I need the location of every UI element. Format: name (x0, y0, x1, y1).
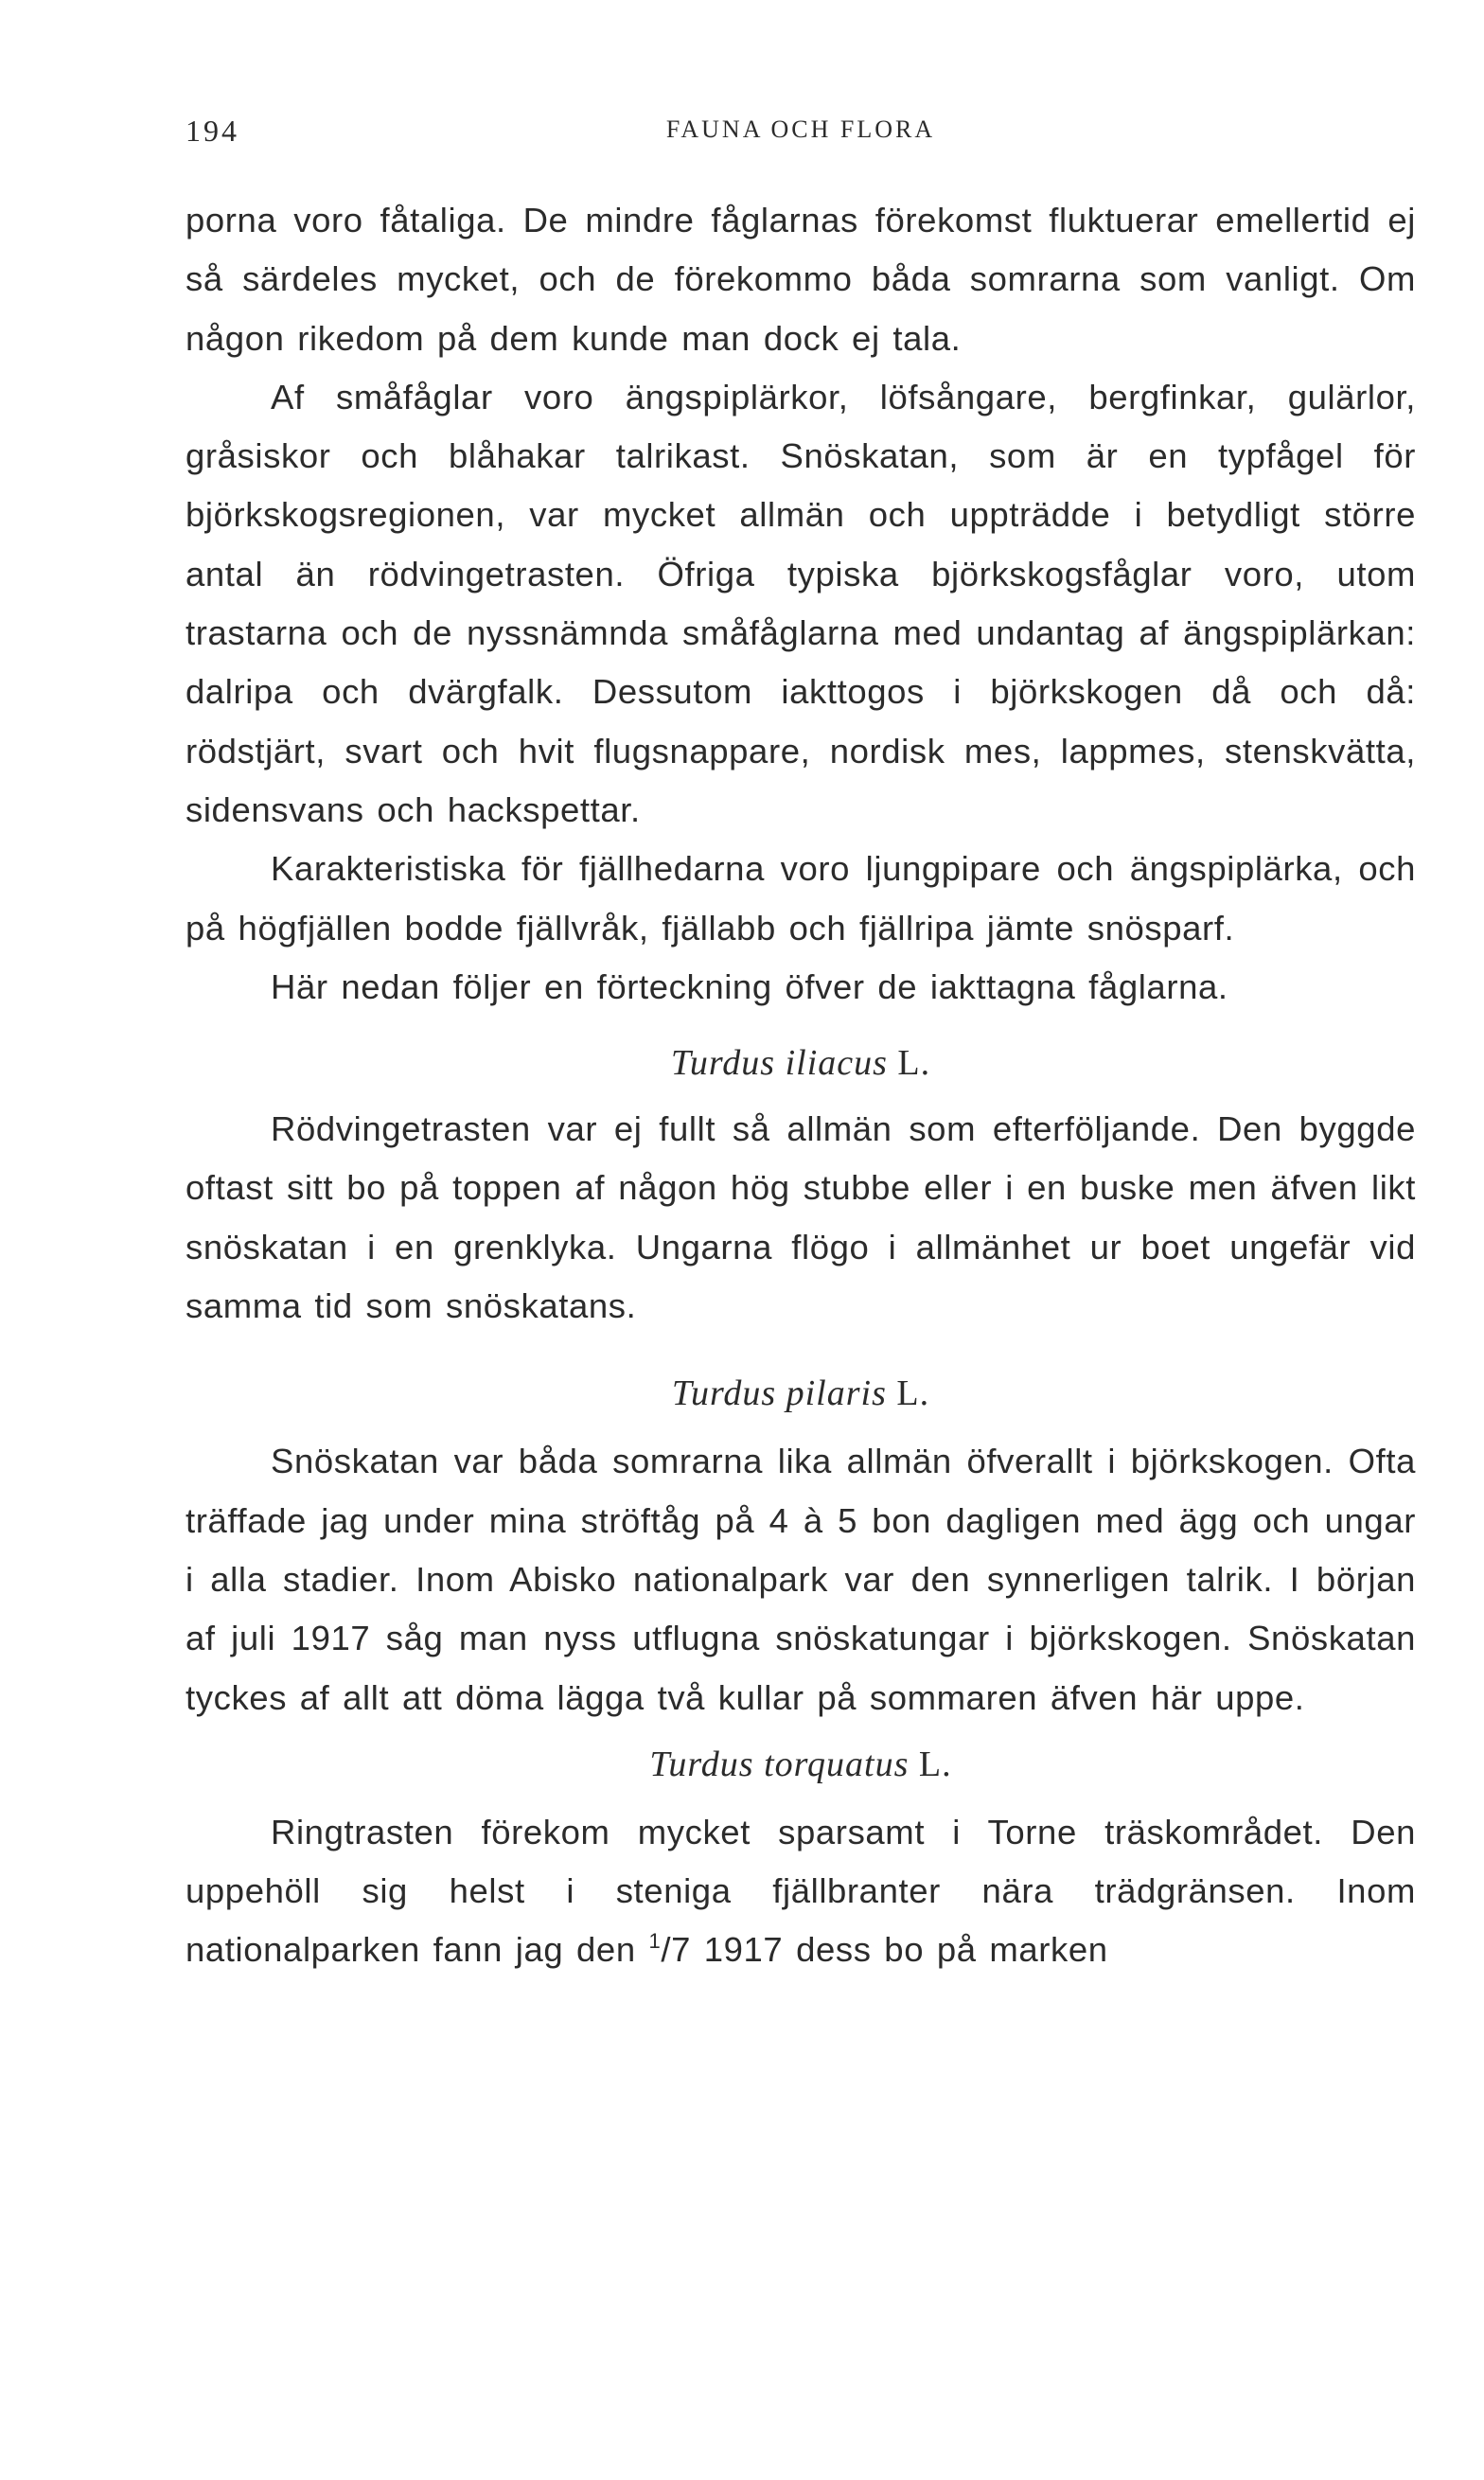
species-author: L. (918, 1744, 952, 1784)
page-number: 194 (186, 114, 239, 148)
paragraph-6: Snöskatan var båda somrarna lika allmän öfverallt i björkskogen. Ofta träffade jag under mina ströftåg på 4 à 5 bon dagligen med ägg och ungar i alla stadier. Inom Abisko nationalpark var den synnerligen talrik. I början af juli 1917 såg man nyss utflugna snöskatungar i björkskogen. Snöskatan tyckes af allt att döma lägga två kullar på sommaren äfven här uppe. (186, 1442, 1416, 1717)
species-heading-2 (186, 1364, 1416, 1423)
species-heading-3 (186, 1735, 1416, 1794)
page-body (186, 191, 1416, 1980)
species-name: Turdus torquatus (649, 1744, 910, 1784)
book-page (186, 104, 1416, 2452)
paragraph-7-text-a: Ringtrasten förekom mycket sparsamt i Torne träskområdet. Den uppehöll sig helst i steniga fjällbranter nära trädgränsen. Inom nationalparken fann jag den (186, 1812, 1416, 1970)
paragraph-3: Karakteristiska för fjällhedarna voro ljungpipare och ängspiplärka, och på högfjällen bodde fjällvråk, fjällabb och fjällripa jämte snösparf. (186, 849, 1416, 948)
date-month: 7 (671, 1930, 691, 1970)
paragraph-4: Här nedan följer en förteckning öfver de iakttagna fåglarna. (271, 966, 1228, 1006)
date-separator: / (661, 1930, 672, 1970)
running-title: FAUNA OCH FLORA (665, 115, 936, 143)
paragraph-7-text-b: 1917 dess bo på marken (690, 1930, 1108, 1970)
species-author: L. (897, 1043, 931, 1084)
species-name: Turdus iliacus (670, 1043, 888, 1084)
paragraph-2: Af småfåglar voro ängspiplärkor, löfsångare, bergfinkar, gulärlor, gråsiskor och blåhakar talrikast. Snöskatan, som är en typfågel för björkskogsregionen, var mycket allmän och uppträdde i betydligt större antal än rödvingetrasten. Öfriga typiska björkskogsfåglar voro, utom trastarna och de nyssnämnda småfåglarna med undantag af ängspiplärkan: dalripa och dvärgfalk. Dessutom iakttogos i björkskogen då och då: rödstjärt, svart och hvit flugsnappare, nordisk mes, lappmes, stenskvätta, sidensvans och hackspettar. (186, 377, 1416, 829)
date-day: 1 (648, 1929, 662, 1954)
paragraph-5: Rödvingetrasten var ej fullt så allmän som efterföljande. Den byggde oftast sitt bo på toppen af någon hög stubbe eller i en buske men äfven likt snöskatan i en grenklyka. Ungarna flögo i allmänhet ur boet ungefär vid samma tid som snöskatans. (186, 1109, 1416, 1326)
species-author: L. (896, 1373, 930, 1414)
paragraph-7 (186, 1803, 1416, 1980)
species-name: Turdus pilaris (671, 1373, 887, 1414)
species-heading-1 (186, 1034, 1416, 1092)
paragraph-1: porna voro fåtaliga. De mindre fåglarnas förekomst fluktuerar emellertid ej så särdeles mycket, och de förekommo båda somrarna som vanligt. Om någon rikedom på dem kunde man dock ej tala. (186, 201, 1416, 358)
page-header (186, 104, 1416, 153)
